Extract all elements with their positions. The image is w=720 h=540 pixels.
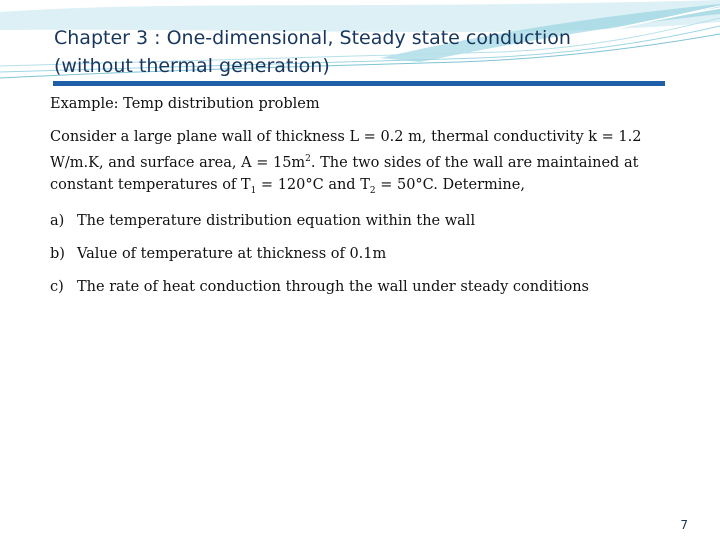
page-number: 7 [680,518,688,532]
list-item [50,210,670,232]
question-parts-list [50,210,670,298]
list-item [50,276,670,298]
list-item [50,243,670,265]
t2-value: = 50°C. Determine, [375,176,525,193]
title-line-1: Chapter 3 : One-dimensional, Steady state conduction [54,27,571,49]
slide-title [54,24,654,80]
t1-value: = 120°C and T [256,176,370,193]
t1-subscript: 1 [250,185,257,196]
part-text: Value of temperature at thickness of 0.1m [77,245,387,262]
problem-statement [50,126,670,202]
title-line-2: (without thermal generation) [54,55,330,77]
part-marker: a) [50,212,65,229]
example-heading: Example: Temp distribution problem [50,96,320,112]
problem-intro: Consider a large plane wall of thickness L = 0.2 m, thermal conductivity k = 1.2 W/m.K, and surface area, A = 15m [50,129,642,171]
part-marker: b) [50,245,65,262]
part-marker: c) [50,278,64,295]
problem-mid: . The two sides of the wall are maintained at constant temperatures of T [50,154,639,193]
t2-subscript: 2 [369,185,376,196]
part-text: The rate of heat conduction through the wall under steady conditions [77,278,590,295]
part-text: The temperature distribution equation within the wall [77,212,476,229]
area-exponent: 2 [305,154,311,164]
slide-body [50,92,670,309]
title-underline-bar [53,81,665,86]
